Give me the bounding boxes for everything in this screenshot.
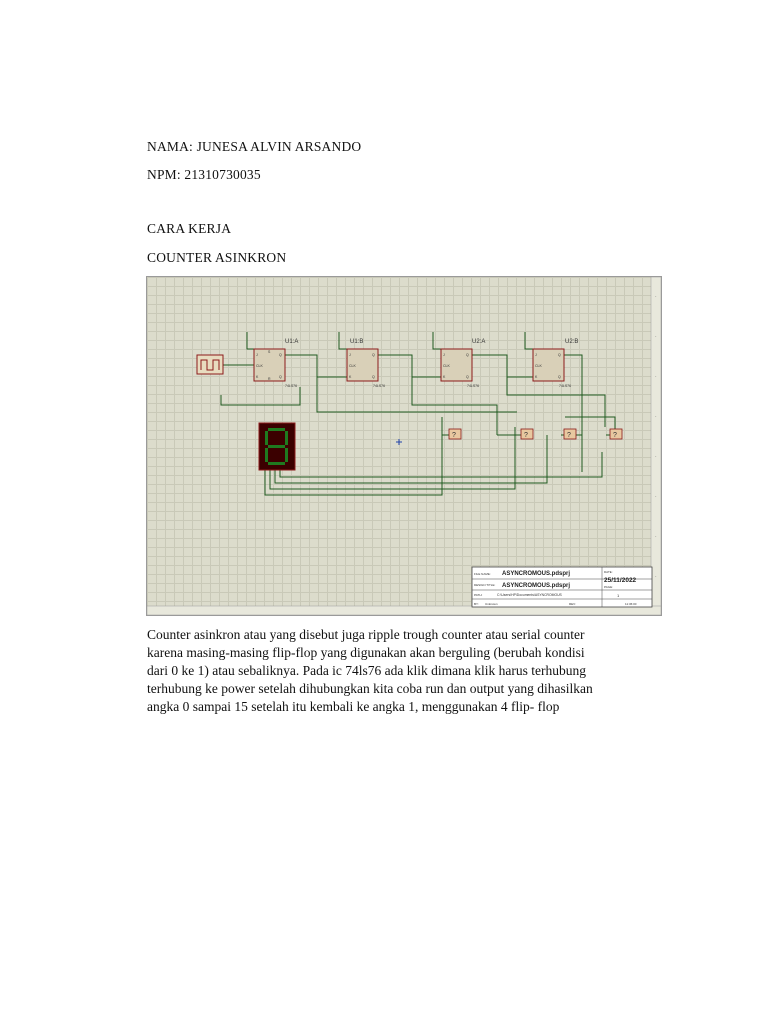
paragraph-line: Counter asinkron atau yang disebut juga ripple trough counter atau serial counter	[147, 627, 585, 642]
ff-label: U1:A	[285, 339, 299, 345]
svg-text:?: ?	[613, 432, 617, 439]
section-subtitle: COUNTER ASINKRON	[147, 250, 287, 265]
pin-j: J	[535, 353, 537, 357]
pin-q: Q	[372, 353, 375, 357]
pin-qn: Q	[466, 375, 469, 379]
paragraph-line: dari 0 ke 1) atau sebaliknya. Pada ic 74ls76 ada klik dimana klik harus terhubung	[147, 663, 587, 678]
student-npm: NPM: 21310730035	[147, 167, 261, 182]
pin-k: K	[443, 375, 446, 379]
pin-q: Q	[466, 353, 469, 357]
pin-k: K	[349, 375, 352, 379]
rev-label: REV:	[569, 602, 576, 606]
pin-clk: CLK	[256, 364, 263, 368]
vertical-ruler	[651, 277, 661, 615]
ff-part: 74LS76	[467, 384, 480, 388]
flip-flop-u2a	[441, 339, 485, 388]
path: C:\Users\HP\Documents\ASYNCROMOUS	[497, 593, 562, 597]
svg-text:?: ?	[567, 432, 571, 439]
file-name: ASYNCROMOUS.pdsprj	[502, 571, 571, 577]
path-label: PATH:	[474, 593, 483, 597]
pin-qn: Q	[372, 375, 375, 379]
pin-reset: R	[268, 377, 271, 381]
seven-segment-display	[259, 423, 295, 470]
svg-text:-: -	[655, 293, 657, 298]
pin-qn: Q	[279, 375, 282, 379]
pin-set: S	[268, 350, 271, 354]
svg-text:?: ?	[452, 432, 456, 439]
svg-text:-: -	[655, 533, 657, 538]
svg-text:-: -	[655, 413, 657, 418]
time-value: 11:36:00	[625, 602, 637, 606]
date-label: DATE:	[604, 570, 613, 574]
ff-part: 74LS76	[285, 384, 298, 388]
description-paragraph	[147, 626, 662, 716]
file-name-label: FILE NAME:	[474, 572, 491, 576]
svg-text:-: -	[655, 333, 657, 338]
svg-text:-: -	[655, 373, 657, 378]
svg-text:-: -	[655, 453, 657, 458]
ff-label: U2:A	[472, 339, 486, 345]
counter-schematic	[146, 276, 662, 616]
paragraph-line: terhubung ke power setelah dihubungkan kita coba run dan output yang dihasilkan	[147, 681, 593, 696]
pin-j: J	[443, 353, 445, 357]
design-title: ASYNCROMOUS.pdsprj	[502, 583, 571, 589]
paragraph-line: karena masing-masing flip-flop yang digunakan akan berguling (berubah kondisi	[147, 645, 585, 660]
title-block	[472, 567, 652, 607]
svg-text:-: -	[655, 573, 657, 578]
origin-marker	[396, 439, 402, 445]
flip-flop-u2b	[533, 339, 578, 388]
pin-clk: CLK	[349, 364, 356, 368]
pin-qn: Q	[558, 375, 561, 379]
logic-probe-3	[564, 429, 576, 439]
logic-probe-4	[610, 429, 622, 439]
date-value: 25/11/2022	[604, 577, 637, 584]
section-heading: CARA KERJA	[147, 221, 232, 236]
student-name: NAMA: JUNESA ALVIN ARSANDO	[147, 139, 362, 154]
page-label: PAGE:	[604, 585, 613, 589]
schematic-drawing	[147, 277, 661, 615]
ff-label: U1:B	[350, 339, 364, 345]
pin-k: K	[256, 375, 259, 379]
pin-q: Q	[558, 353, 561, 357]
logic-probe-1	[449, 429, 461, 439]
svg-text:-: -	[655, 493, 657, 498]
pin-k: K	[535, 375, 538, 379]
ff-part: 74LS76	[373, 384, 386, 388]
pin-q: Q	[279, 353, 282, 357]
page-value: 1	[617, 593, 620, 598]
by-label: BY:	[474, 602, 479, 606]
clock-generator	[197, 355, 223, 374]
pin-j: J	[256, 353, 258, 357]
design-title-label: DESIGN TITLE:	[474, 583, 496, 587]
pin-clk: CLK	[535, 364, 542, 368]
pin-clk: CLK	[443, 364, 450, 368]
svg-text:?: ?	[524, 432, 528, 439]
logic-probe-2	[521, 429, 533, 439]
flip-flop-u1a	[254, 339, 298, 388]
by-value: Unknown	[485, 602, 498, 606]
pin-j: J	[349, 353, 351, 357]
paragraph-line: angka 0 sampai 15 setelah itu kembali ke angka 1, menggunakan 4 flip- flop	[147, 699, 560, 714]
ff-label: U2:B	[565, 339, 579, 345]
flip-flop-u1b	[347, 339, 385, 388]
ff-part: 74LS76	[559, 384, 572, 388]
